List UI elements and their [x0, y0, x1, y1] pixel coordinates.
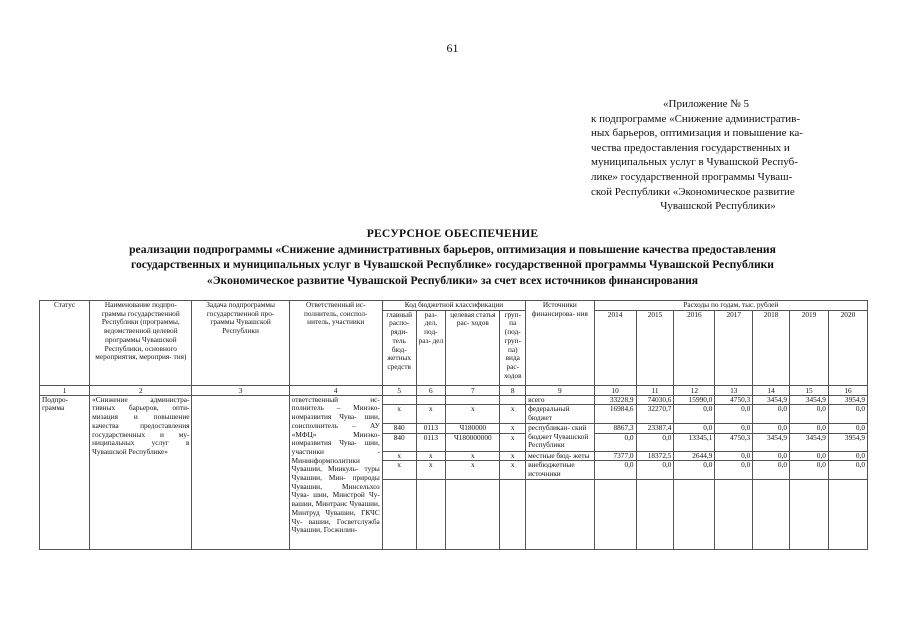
title-subline: государственных и муниципальных услуг в Чувашской Республике» государственной программы Чувашской Республики	[131, 258, 774, 271]
value-cell: 0,0	[715, 405, 753, 423]
appendix-line: «Приложение № 5	[663, 98, 750, 110]
code-cell: Ч180000000	[446, 433, 500, 451]
value-cell: 0,0	[790, 405, 829, 423]
value-cell: 0,0	[715, 461, 753, 479]
header-year: 2017	[715, 310, 753, 385]
header-expenses: Расходы по годам, тыс. рублей	[594, 301, 867, 311]
empty-cell	[753, 479, 790, 549]
appendix-line: чества предоставления государственных и	[591, 141, 790, 154]
code-cell: x	[416, 405, 446, 423]
column-number: 12	[674, 385, 715, 395]
appendix-line: Чувашской Республики»	[660, 200, 776, 213]
value-cell: 0,0	[828, 405, 867, 423]
value-cell: 0,0	[790, 461, 829, 479]
value-cell: 0,0	[828, 461, 867, 479]
code-cell: x	[382, 451, 416, 461]
column-number: 4	[289, 385, 382, 395]
appendix-line: муниципальных услуг в Чувашской Респуб-	[591, 156, 798, 169]
name-cell: «Снижение администра- тивных барьеров, опти- мизация и повышение качества предоставления государственных и му- ниципальных услуг в Чувашской Республике»	[90, 395, 192, 549]
empty-cell	[636, 479, 674, 549]
empty-cell	[674, 479, 715, 549]
column-number: 6	[416, 385, 446, 395]
value-cell: 0,0	[715, 451, 753, 461]
source-cell: федеральный бюджет	[526, 405, 595, 423]
column-number: 15	[790, 385, 829, 395]
code-cell: 840	[382, 423, 416, 433]
code-cell: 0113	[416, 433, 446, 451]
table-row	[40, 395, 868, 405]
value-cell: 3954,9	[828, 395, 867, 405]
value-cell: 0,0	[753, 451, 790, 461]
value-cell: 4750,3	[715, 433, 753, 451]
empty-cell	[828, 479, 867, 549]
value-cell: 0,0	[674, 405, 715, 423]
code-cell: x	[382, 405, 416, 423]
title-heading: РЕСУРСНОЕ ОБЕСПЕЧЕНИЕ	[366, 227, 539, 240]
header-year: 2018	[753, 310, 790, 385]
empty-cell	[382, 479, 416, 549]
value-cell: 0,0	[828, 451, 867, 461]
column-number: 1	[40, 385, 90, 395]
value-cell: 0,0	[715, 423, 753, 433]
value-cell: 7377,0	[594, 451, 636, 461]
empty-cell	[416, 479, 446, 549]
header-code-group: груп- па (под- груп- па) вида рас- ходов	[500, 310, 526, 385]
column-number: 11	[636, 385, 674, 395]
header-year: 2014	[594, 310, 636, 385]
value-cell: 74030,6	[636, 395, 674, 405]
code-cell: 0113	[416, 423, 446, 433]
code-cell	[416, 395, 446, 405]
empty-cell	[790, 479, 829, 549]
title-subline: «Экономическое развитие Чувашской Республики» за счет всех источников финансирования	[206, 273, 699, 287]
value-cell: 0,0	[790, 451, 829, 461]
value-cell: 0,0	[674, 423, 715, 433]
status-cell: Подпро- грамма	[40, 395, 90, 549]
column-number: 13	[715, 385, 753, 395]
value-cell: 0,0	[594, 433, 636, 451]
value-cell: 15990,0	[674, 395, 715, 405]
code-cell: x	[500, 461, 526, 479]
page-number: 61	[446, 41, 459, 55]
code-cell	[382, 395, 416, 405]
code-cell: x	[382, 461, 416, 479]
value-cell: 3454,9	[790, 433, 829, 451]
value-cell: 4750,3	[715, 395, 753, 405]
value-cell: 3954,9	[828, 433, 867, 451]
value-cell: 3454,9	[753, 433, 790, 451]
value-cell: 33228,9	[594, 395, 636, 405]
empty-cell	[594, 479, 636, 549]
column-number: 9	[526, 385, 595, 395]
value-cell: 0,0	[753, 423, 790, 433]
column-number: 14	[753, 385, 790, 395]
source-cell: местные бюд- жеты	[526, 451, 595, 461]
value-cell: 13345,1	[674, 433, 715, 451]
value-cell: 0,0	[674, 461, 715, 479]
value-cell: 0,0	[753, 461, 790, 479]
responsible-cell: ответственный ис- полнитель – Минэко- номразвития Чува- шии, соисполнитель – АУ «МФЦ» Минэко- номразвития Чува- шии, участники - Мининформполитики Чувашии, Минкуль- туры Чувашии, Мин- природы Чувашии, Минсельхоз Чува- шии, Минстрой Чу- вашии, Минтранс Чувашии, Минтруд Чувашии, ГКЧС Чу- вашии, Госветслужба Чувашии, Госжилин-	[289, 395, 382, 549]
empty-cell	[446, 479, 500, 549]
document-title	[60, 226, 845, 288]
column-number: 8	[500, 385, 526, 395]
value-cell: 0,0	[594, 461, 636, 479]
value-cell: 0,0	[636, 433, 674, 451]
source-cell: внебюджетные источники	[526, 461, 595, 479]
column-number: 5	[382, 385, 416, 395]
header-code-target: целевая статья рас- ходов	[446, 310, 500, 385]
value-cell: 18372,5	[636, 451, 674, 461]
header-name	[90, 301, 192, 386]
code-cell: 840	[382, 433, 416, 451]
value-cell: 2644,9	[674, 451, 715, 461]
column-number: 3	[192, 385, 289, 395]
header-year: 2019	[790, 310, 829, 385]
code-cell: x	[416, 461, 446, 479]
code-cell: x	[446, 461, 500, 479]
code-cell: x	[500, 405, 526, 423]
title-subline: реализации подпрограммы «Снижение административных барьеров, оптимизация и повышение качества предоставления	[129, 242, 776, 256]
appendix-note	[591, 97, 845, 214]
value-cell: 3454,9	[753, 395, 790, 405]
header-year: 2015	[636, 310, 674, 385]
value-cell: 16984,6	[594, 405, 636, 423]
value-cell: 0,0	[636, 461, 674, 479]
code-cell: Ч180000	[446, 423, 500, 433]
column-number: 2	[90, 385, 192, 395]
resource-table	[39, 300, 868, 550]
header-sources: Источники финансирова- ния	[526, 301, 595, 386]
value-cell: 0,0	[753, 405, 790, 423]
empty-cell	[715, 479, 753, 549]
header-code-main-manager: главный распо- ряди- тель бюд- жетных средств	[382, 310, 416, 385]
header-responsible: Ответственный ис- полнитель, соиспол- нитель, участники	[289, 301, 382, 386]
header-status: Статус	[40, 301, 90, 386]
code-cell: x	[446, 405, 500, 423]
value-cell: 32270,7	[636, 405, 674, 423]
task-cell	[192, 395, 289, 549]
empty-cell	[526, 479, 595, 549]
value-cell: 8867,3	[594, 423, 636, 433]
appendix-line: ской Республики «Экономическое развитие	[591, 185, 795, 198]
code-cell: x	[500, 451, 526, 461]
header-name-text: Наименование подпро- граммы государственной Республики (программы, ведомственной целевой программы Чувашской Республики, основного мероприятия, мероприя- тия)	[95, 300, 187, 362]
code-cell: x	[446, 451, 500, 461]
source-cell: республикан- ский бюджет Чувашской Республики	[526, 423, 595, 451]
header-budget-code: Код бюджетной классификации	[382, 301, 525, 311]
header-year: 2020	[828, 310, 867, 385]
code-cell: x	[500, 423, 526, 433]
column-number: 7	[446, 385, 500, 395]
header-year: 2016	[674, 310, 715, 385]
code-cell	[500, 395, 526, 405]
value-cell: 0,0	[790, 423, 829, 433]
header-row	[40, 301, 868, 311]
empty-cell	[500, 479, 526, 549]
value-cell: 0,0	[828, 423, 867, 433]
header-code-section: раз- дел, под- раз- дел	[416, 310, 446, 385]
appendix-line: к подпрограмме «Снижение административ-	[591, 112, 801, 125]
column-number: 10	[594, 385, 636, 395]
code-cell	[446, 395, 500, 405]
source-cell: всего	[526, 395, 595, 405]
value-cell: 23387,4	[636, 423, 674, 433]
column-number-row	[40, 385, 868, 395]
appendix-line: лике» государственной программы Чуваш-	[591, 170, 793, 183]
header-task: Задача подпрограммы государственной про- граммы Чувашской Республики	[192, 301, 289, 386]
code-cell: x	[416, 451, 446, 461]
code-cell: x	[500, 433, 526, 451]
column-number: 16	[828, 385, 867, 395]
value-cell: 3454,9	[790, 395, 829, 405]
appendix-line: ных барьеров, оптимизация и повышение ка-	[591, 127, 803, 140]
